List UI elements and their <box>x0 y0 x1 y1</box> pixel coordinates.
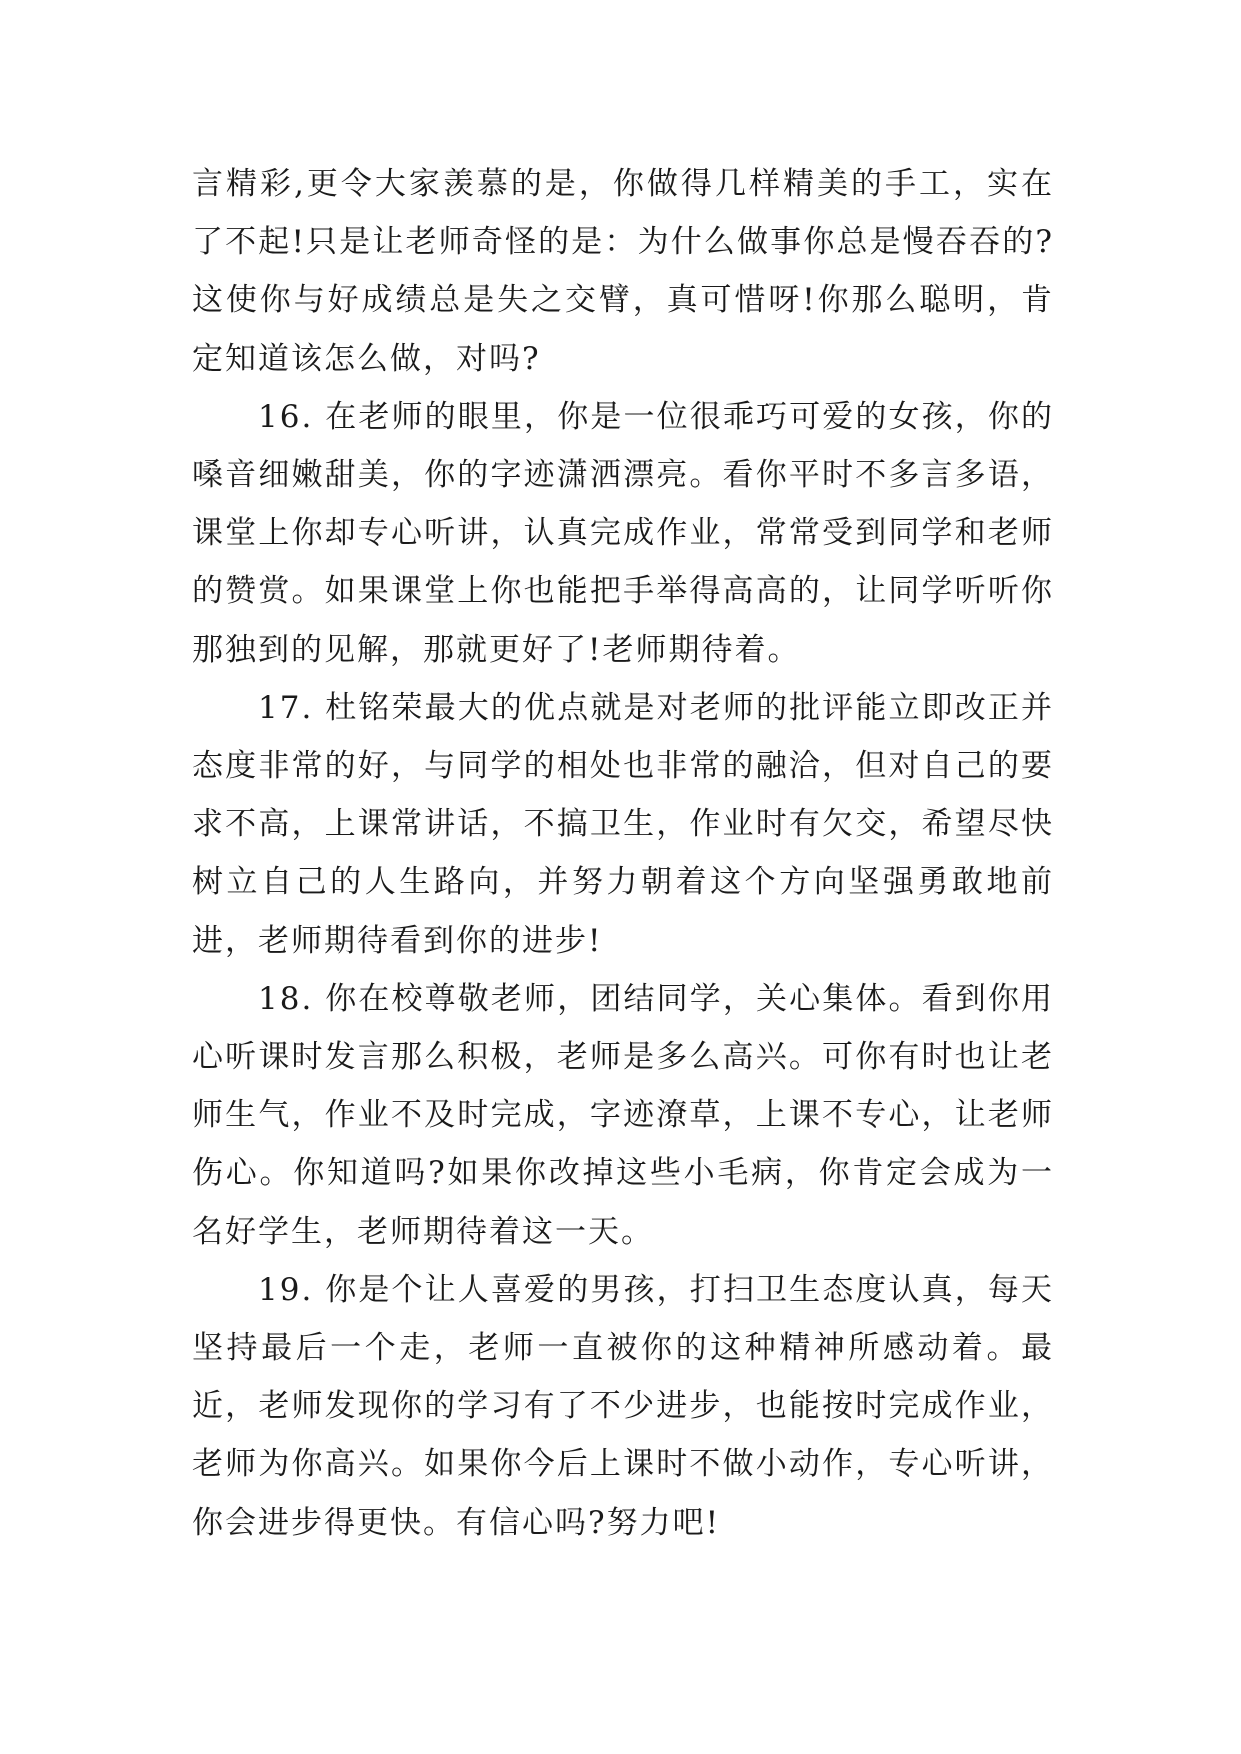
paragraph-18: 18. 你在校尊敬老师，团结同学，关心集体。看到你用心听课时发言那么积极，老师是多么高兴。可你有时也让老师生气，作业不及时完成，字迹潦草，上课不专心，让老师伤心。你知道吗?如果你改掉这些小毛病，你肯定会成为一名好学生，老师期待着这一天。 <box>192 980 1054 1250</box>
paragraph-16: 16. 在老师的眼里，你是一位很乖巧可爱的女孩，你的嗓音细嫩甜美，你的字迹潇洒漂亮。看你平时不多言多语，课堂上你却专心听讲，认真完成作业，常常受到同学和老师的赞赏。如果课堂上你也能把手举得高高的，让同学听听你那独到的见解，那就更好了!老师期待着。 <box>192 398 1054 668</box>
paragraph-17: 17. 杜铭荣最大的优点就是对老师的批评能立即改正并态度非常的好，与同学的相处也非常的融洽，但对自己的要求不高，上课常讲话，不搞卫生，作业时有欠交，希望尽快树立自己的人生路向，并努力朝着这个方向坚强勇敢地前进，老师期待看到你的进步! <box>192 689 1054 959</box>
paragraph-19: 19. 你是个让人喜爱的男孩，打扫卫生态度认真，每天坚持最后一个走，老师一直被你的这种精神所感动着。最近，老师发现你的学习有了不少进步，也能按时完成作业，老师为你高兴。如果你今后上课时不做小动作，专心听讲，你会进步得更快。有信心吗?努力吧! <box>192 1271 1054 1541</box>
document-body <box>192 155 1054 1552</box>
paragraph-15-continued: 言精彩,更令大家羡慕的是，你做得几样精美的手工，实在了不起!只是让老师奇怪的是：为什么做事你总是慢吞吞的?这使你与好成绩总是失之交臂，真可惜呀!你那么聪明，肯定知道该怎么做，对吗? <box>192 166 1054 377</box>
